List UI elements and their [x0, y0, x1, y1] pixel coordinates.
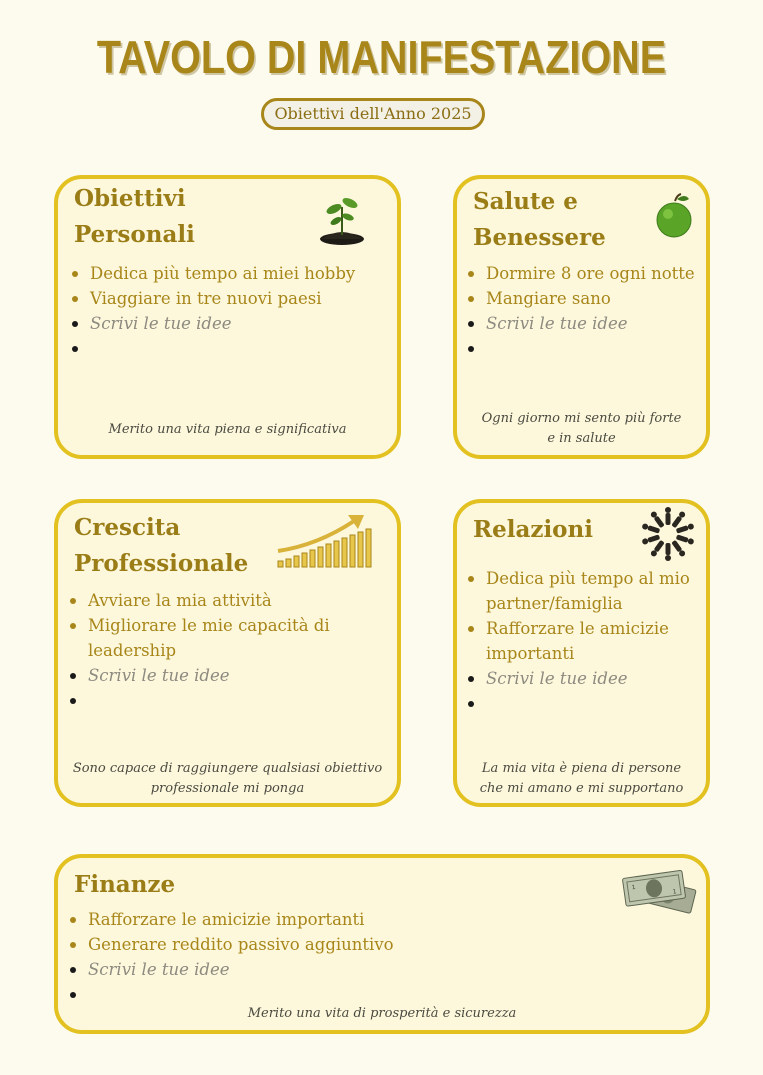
write-ideas-placeholder[interactable]: Scrivi le tue idee — [72, 311, 355, 336]
empty-bullet[interactable] — [70, 688, 330, 713]
list-item: Generare reddito passivo aggiuntivo — [70, 932, 394, 957]
list-item: Dedica più tempo al mio partner/famiglia — [468, 566, 690, 616]
affirmation-text: Merito una vita piena e significativa — [108, 422, 347, 437]
write-ideas-placeholder[interactable]: Scrivi le tue idee — [468, 311, 695, 336]
growth-bar-chart-icon — [274, 509, 376, 571]
empty-bullet[interactable] — [72, 336, 355, 361]
card-title: Crescita Professionale — [74, 514, 249, 577]
card-health-wellness — [453, 175, 710, 459]
affirmation-text: Merito una vita di prosperità e sicurezza — [247, 1006, 517, 1021]
svg-text:1: 1 — [631, 883, 637, 892]
list-item: Rafforzare le amicizie importanti — [468, 616, 690, 666]
empty-bullet[interactable] — [468, 336, 695, 361]
card-finances — [54, 854, 710, 1034]
year-subtitle-badge: Obiettivi dell'Anno 2025 — [261, 98, 485, 130]
affirmation-text: Sono capace di raggiungere qualsiasi obiettivo professionale mi ponga — [72, 761, 383, 796]
empty-bullet[interactable] — [468, 691, 690, 716]
list-item: Avviare la mia attività — [70, 588, 330, 613]
green-apple-icon — [653, 193, 695, 239]
list-item: Viaggiare in tre nuovi paesi — [72, 286, 355, 311]
affirmation-text: La mia vita è piena di persone che mi amano e mi supportano — [479, 761, 684, 796]
write-ideas-placeholder[interactable]: Scrivi le tue idee — [70, 663, 330, 688]
card-title: Relazioni — [473, 516, 593, 543]
list-item: Dormire 8 ore ogni notte — [468, 261, 695, 286]
goal-list — [70, 907, 394, 1007]
goal-list — [70, 588, 330, 713]
goal-list — [468, 261, 695, 361]
page-title: TAVOLO DI MANIFESTAZIONE — [96, 31, 667, 83]
list-item: Migliorare le mie capacità di leadership — [70, 613, 330, 663]
goal-list — [72, 261, 355, 361]
people-circle-icon — [637, 503, 699, 565]
write-ideas-placeholder[interactable]: Scrivi le tue idee — [70, 957, 394, 982]
goal-list — [468, 566, 690, 716]
card-career-growth — [54, 499, 401, 807]
list-item: Rafforzare le amicizie importanti — [70, 907, 394, 932]
write-ideas-placeholder[interactable]: Scrivi le tue idee — [468, 666, 690, 691]
list-item: Dedica più tempo ai miei hobby — [72, 261, 355, 286]
list-item: Mangiare sano — [468, 286, 695, 311]
card-personal-goals — [54, 175, 401, 459]
card-title: Finanze — [74, 871, 176, 898]
plant-sprout-icon — [316, 189, 368, 245]
dollar-bills-icon — [620, 866, 700, 916]
svg-text:1: 1 — [672, 888, 678, 896]
card-title: Salute e Benessere — [473, 188, 606, 251]
card-relationships — [453, 499, 710, 807]
affirmation-text: Ogni giorno mi sento più forte e in salute — [481, 411, 682, 446]
card-title: Obiettivi Personali — [74, 185, 195, 248]
